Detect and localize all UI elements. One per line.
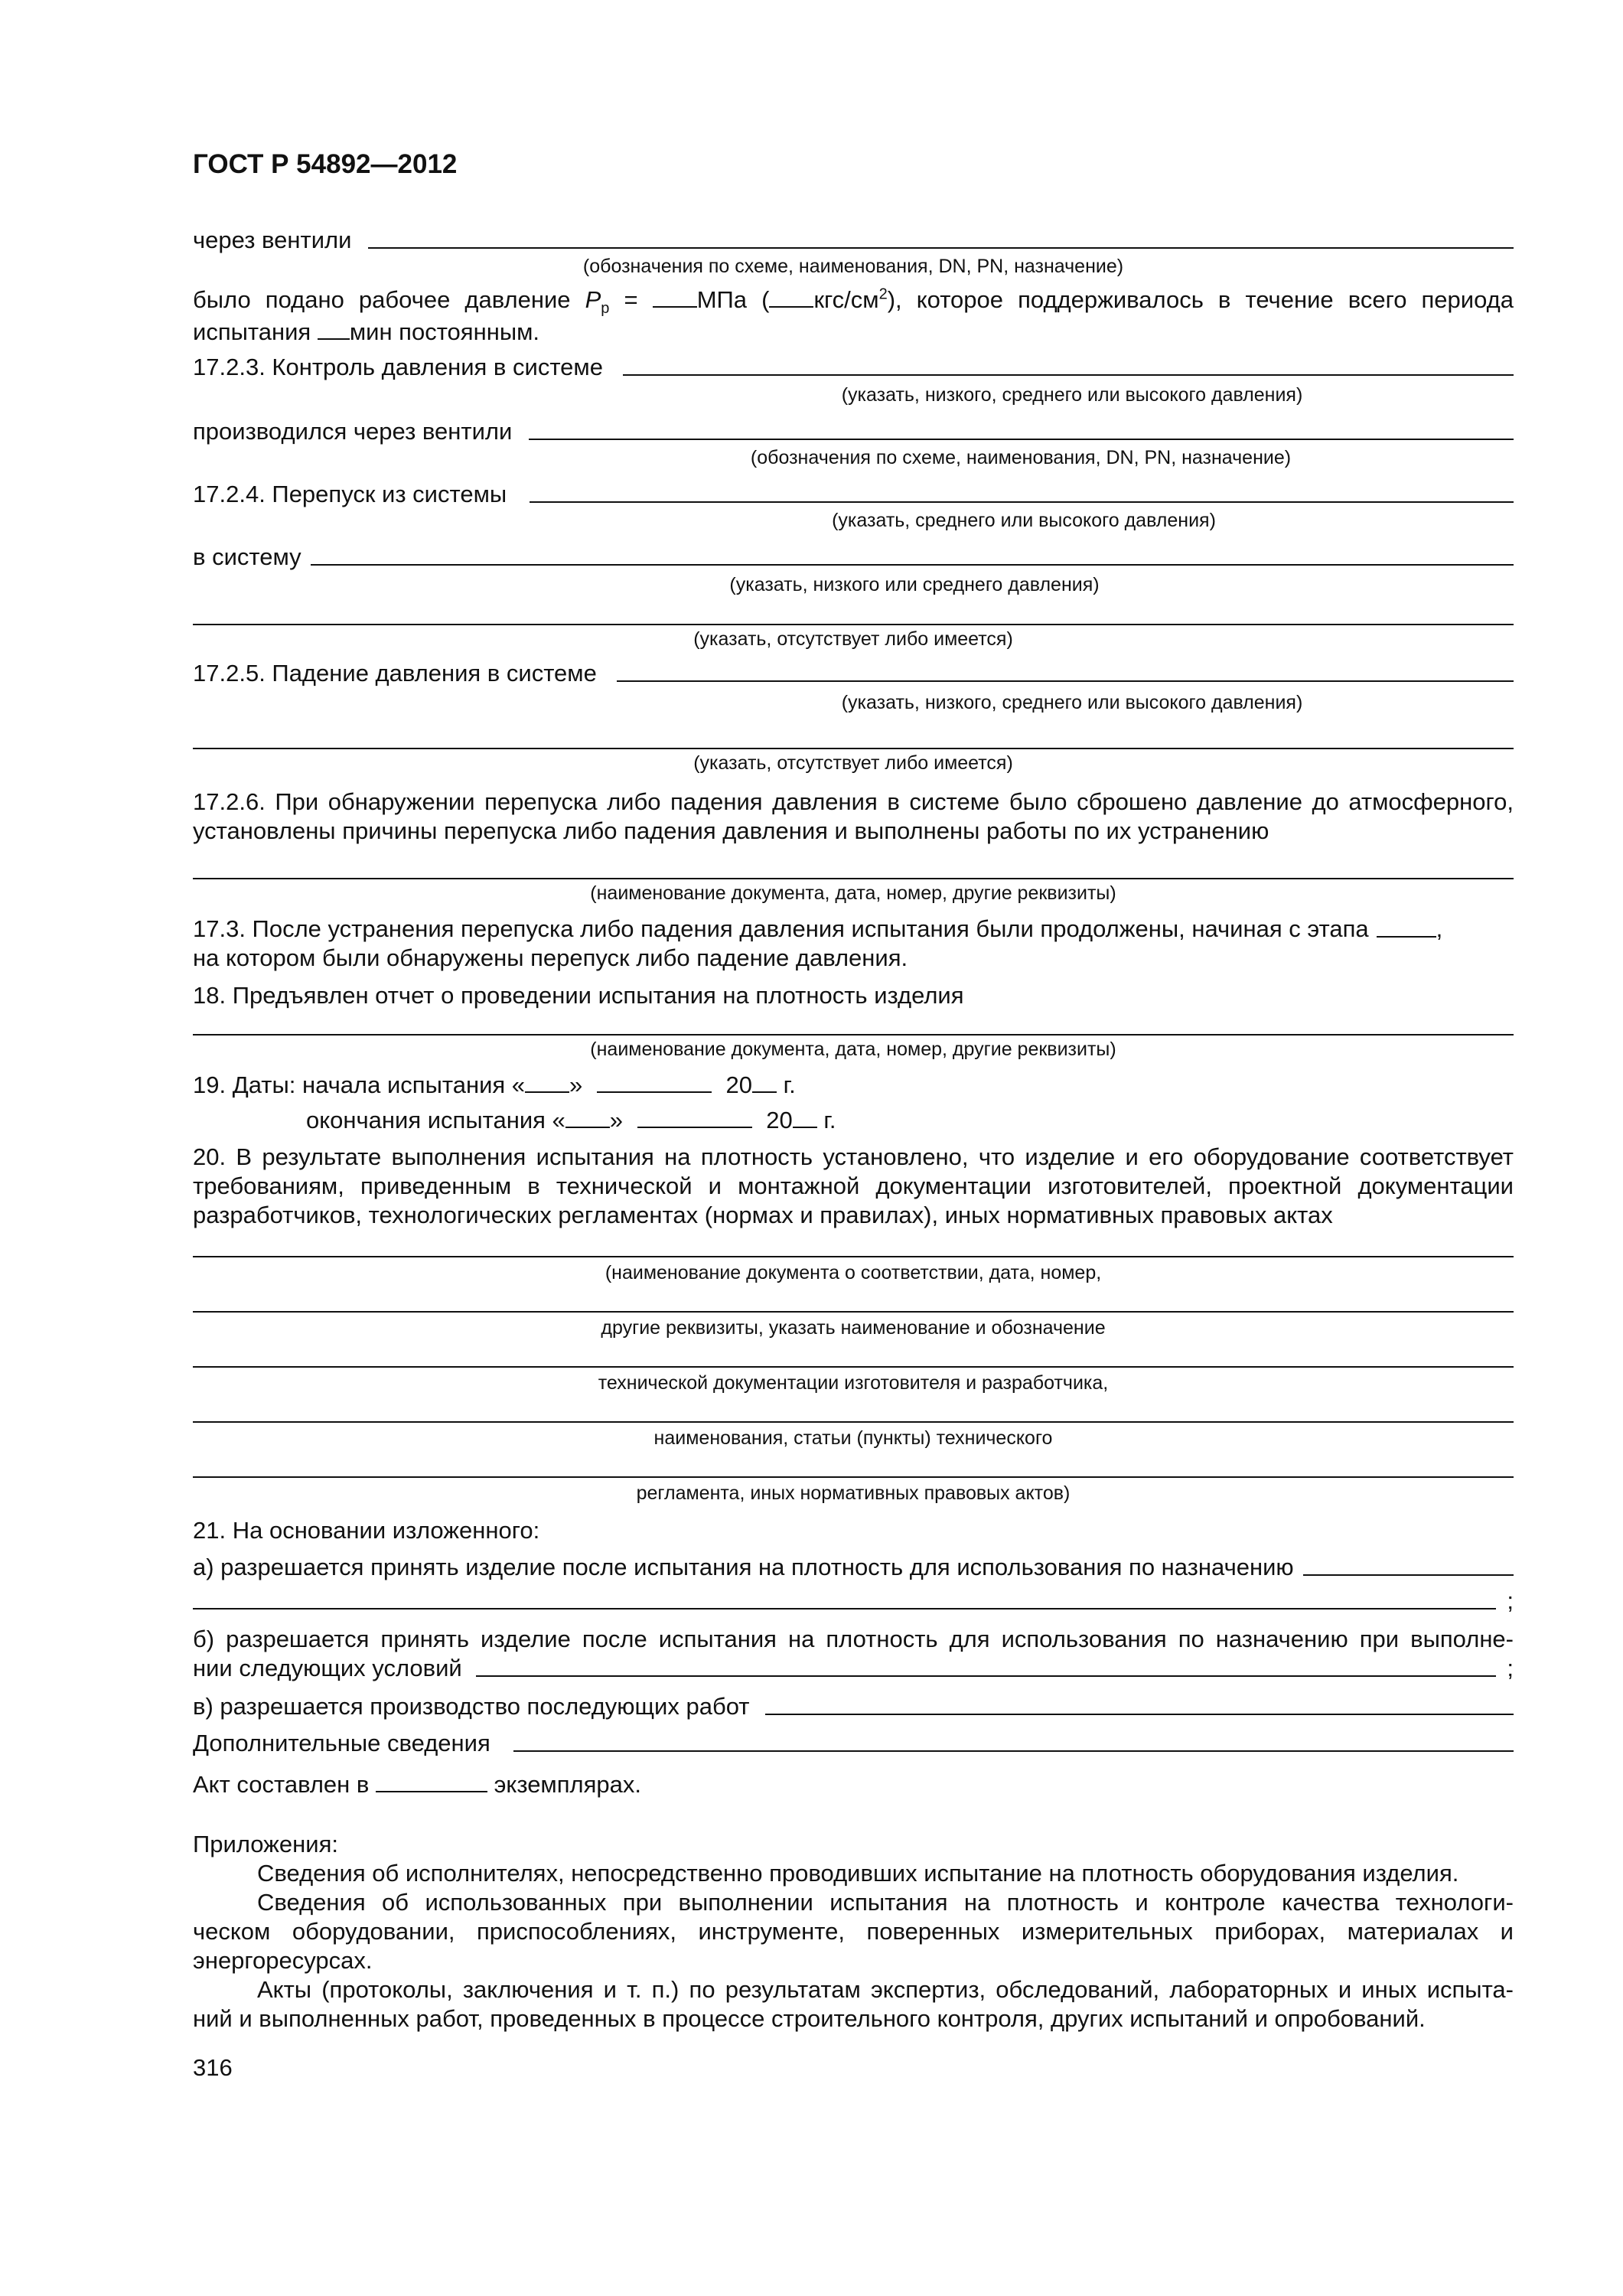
start-year-blank[interactable] <box>752 1071 777 1093</box>
conformity-caption-5: регламента, иных нормативных правовых актов) <box>636 1482 1071 1504</box>
section-17-2-4-caption: (указать, среднего или высокого давления) <box>832 510 1216 531</box>
end-month-blank[interactable] <box>637 1107 752 1128</box>
appendix-item-2-line-3: энергоресурсах. <box>193 1947 373 1974</box>
section-17-2-6-doc-line[interactable] <box>193 878 1514 879</box>
into-system-row: в систему <box>193 543 1514 571</box>
subsequent-works-blank[interactable] <box>765 1713 1514 1715</box>
section-17-2-6-caption: (наименование документа, дата, номер, другие реквизиты) <box>590 882 1116 904</box>
section-21-title: 21. На основании изложенного: <box>193 1517 540 1544</box>
end-day-blank[interactable] <box>565 1107 610 1128</box>
section-19-start: 19. Даты: начала испытания « » 20 г. <box>193 1071 796 1098</box>
section-18-caption: (наименование документа, дата, номер, другие реквизиты) <box>590 1039 1116 1060</box>
appendix-item-2-line-2: ческом оборудовании, приспособлениях, инструменте, поверенных измерительных приборах, материалах и <box>193 1918 1514 1945</box>
minutes-blank[interactable] <box>318 318 350 340</box>
pressure-drop-blank[interactable] <box>617 680 1514 682</box>
pressure-line-2: испытания мин постоянным. <box>193 318 540 345</box>
conformity-line-3[interactable] <box>193 1366 1514 1368</box>
section-20-line-1: 20. В результате выполнения испытания на плотность установлено, что изделие и его оборудование соответствует <box>193 1143 1514 1170</box>
pressure-mpa-blank[interactable] <box>653 286 697 308</box>
bypass-presence-caption: (указать, отсутствует либо имеется) <box>693 628 1013 650</box>
conformity-caption-4: наименования, статьи (пункты) технического <box>653 1427 1053 1449</box>
appendix-title: Приложения: <box>193 1831 338 1857</box>
additional-info: Дополнительные сведения <box>193 1730 1514 1757</box>
purpose-blank[interactable] <box>1303 1574 1514 1576</box>
section-21-c: в) разрешается производство последующих работ <box>193 1693 1514 1720</box>
section-18-label: 18. Предъявлен отчет о проведении испытания на плотность изделия <box>193 982 964 1009</box>
appendix-item-3-line-1: Акты (протоколы, заключения и т. п.) по результатам экспертиз, обследований, лабораторных и иных испыта- <box>257 1976 1514 2003</box>
section-18-doc-line[interactable] <box>193 1034 1514 1035</box>
section-20-line-3: разработчиков, технологических регламентах (нормах и правилах), иных нормативных правовых актах <box>193 1202 1333 1228</box>
control-pressure-blank[interactable] <box>623 373 1514 376</box>
section-17-2-6-line-1: 17.2.6. При обнаружении перепуска либо падения давления в системе было сброшено давление до атмосферного, <box>193 788 1514 815</box>
page-number: 316 <box>193 2054 233 2081</box>
section-17-2-3: 17.2.3. Контроль давления в системе <box>193 354 1514 381</box>
valves2-row: производился через вентили <box>193 418 1514 445</box>
additional-info-blank[interactable] <box>513 1750 1514 1752</box>
appendix-item-3-line-2: ний и выполненных работ, проведенных в процессе строительного контроля, других испытаний и опробований. <box>193 2005 1426 2032</box>
copies-line: Акт составлен в экземплярах. <box>193 1771 641 1798</box>
valves-label: через вентили <box>193 227 352 253</box>
appendix-item-2-line-1: Сведения об использованных при выполнении испытания на плотность и контроле качества технологи- <box>257 1889 1514 1916</box>
stage-blank[interactable] <box>1377 916 1436 938</box>
section-21-b-line-2: нии следующих условий ; <box>193 1655 1514 1681</box>
section-17-2-4: 17.2.4. Перепуск из системы <box>193 481 1514 508</box>
pressure-kgf-blank[interactable] <box>769 286 813 308</box>
conformity-line-1[interactable] <box>193 1256 1514 1257</box>
start-day-blank[interactable] <box>525 1071 569 1093</box>
section-17-2-5-caption: (указать, низкого, среднего или высокого давления) <box>841 692 1303 713</box>
appendix-item-1: Сведения об исполнителях, непосредственно проводивших испытание на плотность оборудования изделия. <box>257 1860 1459 1887</box>
valves-caption: (обозначения по схеме, наименования, DN, PN, назначение) <box>582 256 1124 277</box>
valves-blank[interactable] <box>368 246 1514 249</box>
start-month-blank[interactable] <box>597 1071 712 1093</box>
section-17-2-5: 17.2.5. Падение давления в системе <box>193 660 1514 687</box>
conformity-line-5[interactable] <box>193 1476 1514 1478</box>
section-17-2-3-caption: (указать, низкого, среднего или высокого давления) <box>841 384 1303 406</box>
conformity-caption-3: технической документации изготовителя и разработчика, <box>598 1372 1109 1394</box>
conformity-caption-1: (наименование документа о соответствии, дата, номер, <box>605 1262 1102 1283</box>
conformity-line-2[interactable] <box>193 1311 1514 1313</box>
section-21-a: а) разрешается принять изделие после испытания на плотность для использования по назначению <box>193 1554 1514 1581</box>
section-21-b-line-1: б) разрешается принять изделие после испытания на плотность для использования по назначению при выполне- <box>193 1626 1514 1652</box>
conformity-line-4[interactable] <box>193 1421 1514 1423</box>
conditions-blank[interactable] <box>476 1675 1497 1677</box>
drop-presence-caption: (указать, отсутствует либо имеется) <box>693 752 1013 774</box>
bypass-presence-line[interactable] <box>193 624 1514 625</box>
bypass-into-blank[interactable] <box>311 563 1514 566</box>
conformity-caption-2: другие реквизиты, указать наименование и обозначение <box>601 1317 1106 1339</box>
valves-row <box>193 227 1514 254</box>
section-21-a-continuation: ; <box>193 1587 1514 1615</box>
valves2-caption: (обозначения по схеме, наименования, DN, PN, назначение) <box>750 447 1292 468</box>
section-19-end: окончания испытания « » 20 г. <box>306 1107 836 1133</box>
document-header: ГОСТ Р 54892—2012 <box>193 149 458 179</box>
section-20-line-2: требованиям, приведенным в технической и монтажной документации изготовителей, проектной документации <box>193 1172 1514 1199</box>
into-system-caption: (указать, низкого или среднего давления) <box>729 574 1100 595</box>
purpose-blank-2[interactable] <box>193 1607 1496 1609</box>
section-17-3-line-2: на котором были обнаружены перепуск либо падение давления. <box>193 944 908 971</box>
end-year-blank[interactable] <box>793 1107 817 1128</box>
valves2-blank[interactable] <box>529 438 1514 440</box>
pressure-line-1: было подано рабочее давление $P_р$ = МПа ( кгс/$см^2$), которое поддерживалось в течение всего периода <box>193 285 1514 318</box>
section-17-2-6-line-2: установлены причины перепуска либо падения давления и выполнены работы по их устранению <box>193 817 1269 844</box>
drop-presence-line[interactable] <box>193 748 1514 749</box>
copies-blank[interactable] <box>376 1771 487 1792</box>
bypass-from-blank[interactable] <box>530 501 1514 503</box>
section-17-3-line-1: 17.3. После устранения перепуска либо падения давления испытания были продолжены, начиная с этапа , <box>193 915 1443 942</box>
